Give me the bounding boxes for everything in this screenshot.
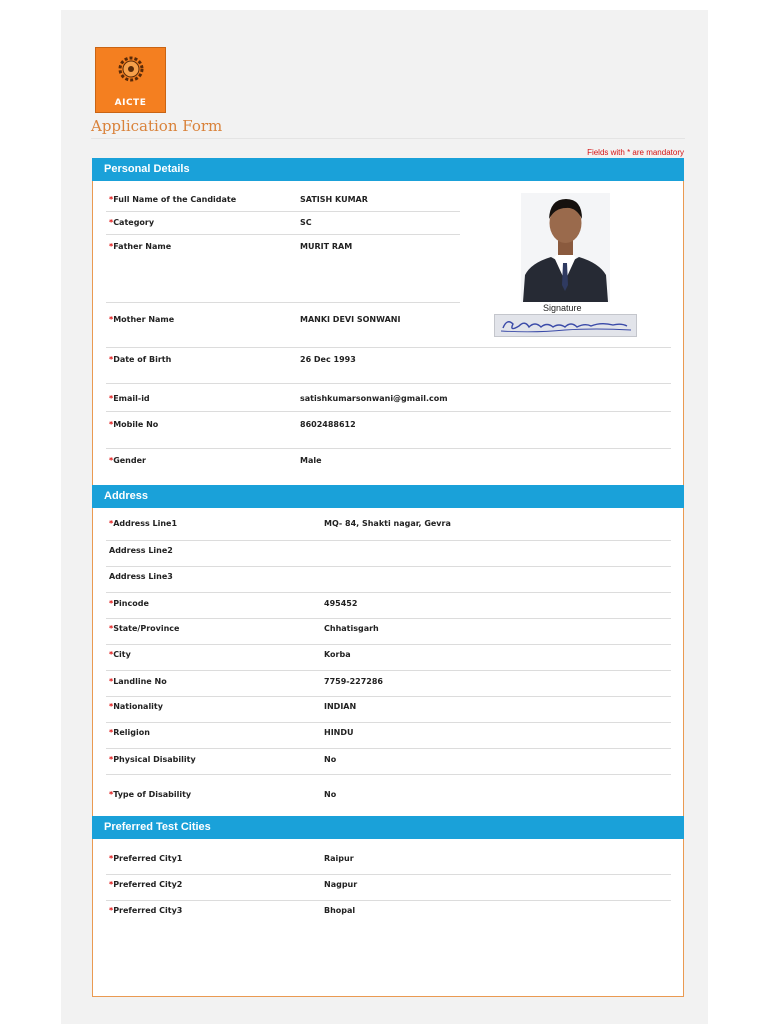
row-divider	[106, 618, 671, 619]
row-divider	[106, 722, 671, 723]
row-divider	[106, 670, 671, 671]
required-marker: *	[109, 599, 114, 608]
row-divider	[106, 748, 671, 749]
row-divider	[106, 383, 671, 384]
field-value-full-name: SATISH KUMAR	[300, 195, 368, 204]
field-value-preferred-city1: Raipur	[324, 854, 354, 863]
field-label-preferred-city3: *Preferred City3	[109, 906, 183, 915]
field-label-address-line1: *Address Line1	[109, 519, 178, 528]
field-label-nationality: *Nationality	[109, 702, 163, 711]
field-label-father-name: *Father Name	[109, 242, 172, 251]
required-marker: *	[109, 790, 114, 799]
required-marker: *	[109, 702, 114, 711]
required-marker: *	[109, 650, 114, 659]
field-label-type-of-disability: *Type of Disability	[109, 790, 192, 799]
field-label-city: *City	[109, 650, 131, 659]
section-header-personal: Personal Details	[92, 158, 684, 181]
field-label-full-name: *Full Name of the Candidate	[109, 195, 237, 204]
required-marker: *	[109, 906, 114, 915]
field-label-landline: *Landline No	[109, 677, 167, 686]
required-marker: *	[109, 880, 114, 889]
field-value-dob: 26 Dec 1993	[300, 355, 356, 364]
required-marker: *	[109, 854, 114, 863]
row-divider	[106, 540, 671, 541]
field-label-religion: *Religion	[109, 728, 150, 737]
field-label-mother-name: *Mother Name	[109, 315, 175, 324]
required-marker: *	[109, 519, 114, 528]
section-header-address: Address	[92, 485, 684, 508]
field-value-address-line1: MQ- 84, Shakti nagar, Gevra	[324, 519, 451, 528]
field-value-mobile: 8602488612	[300, 420, 356, 429]
field-value-father-name: MURIT RAM	[300, 242, 353, 251]
field-value-physical-disability: No	[324, 755, 337, 764]
field-label-address-line2: Address Line2	[109, 546, 173, 555]
gear-emblem-icon	[116, 54, 146, 84]
field-label-preferred-city2: *Preferred City2	[109, 880, 183, 889]
candidate-photo	[521, 193, 610, 302]
mandatory-note: Fields with * are mandatory	[587, 148, 684, 157]
aicte-logo	[95, 47, 166, 113]
row-divider	[106, 347, 671, 348]
row-divider	[106, 211, 460, 212]
field-value-religion: HINDU	[324, 728, 354, 737]
field-label-gender: *Gender	[109, 456, 146, 465]
page-title: Application Form	[91, 117, 223, 135]
field-value-email: satishkumarsonwani@gmail.com	[300, 394, 448, 403]
required-marker: *	[109, 677, 114, 686]
field-label-state: *State/Province	[109, 624, 180, 633]
required-marker: *	[109, 355, 114, 364]
row-divider	[106, 566, 671, 567]
field-value-gender: Male	[300, 456, 322, 465]
title-divider	[91, 138, 685, 139]
field-label-email: *Email-id	[109, 394, 150, 403]
field-value-preferred-city2: Nagpur	[324, 880, 358, 889]
field-label-physical-disability: *Physical Disability	[109, 755, 196, 764]
required-marker: *	[109, 728, 114, 737]
signature-image	[494, 314, 637, 337]
row-divider	[106, 644, 671, 645]
row-divider	[106, 448, 671, 449]
field-label-pincode: *Pincode	[109, 599, 149, 608]
field-value-landline: 7759-227286	[324, 677, 383, 686]
row-divider	[106, 696, 671, 697]
row-divider	[106, 592, 671, 593]
field-label-mobile: *Mobile No	[109, 420, 159, 429]
row-divider	[106, 874, 671, 875]
section-header-preferred-cities: Preferred Test Cities	[92, 816, 684, 839]
required-marker: *	[109, 456, 114, 465]
field-value-type-of-disability: No	[324, 790, 337, 799]
field-label-preferred-city1: *Preferred City1	[109, 854, 183, 863]
field-label-address-line3: Address Line3	[109, 572, 173, 581]
row-divider	[106, 411, 671, 412]
signature-label: Signature	[543, 303, 582, 313]
required-marker: *	[109, 394, 114, 403]
row-divider	[106, 302, 460, 303]
required-marker: *	[109, 195, 114, 204]
field-value-state: Chhatisgarh	[324, 624, 379, 633]
required-marker: *	[109, 420, 114, 429]
field-value-category: SC	[300, 218, 312, 227]
field-value-mother-name: MANKI DEVI SONWANI	[300, 315, 401, 324]
required-marker: *	[109, 755, 114, 764]
logo-text: AICTE	[114, 98, 147, 108]
required-marker: *	[109, 218, 114, 227]
field-value-city: Korba	[324, 650, 351, 659]
field-label-category: *Category	[109, 218, 155, 227]
required-marker: *	[109, 315, 114, 324]
required-marker: *	[109, 242, 114, 251]
field-value-nationality: INDIAN	[324, 702, 357, 711]
field-value-pincode: 495452	[324, 599, 358, 608]
required-marker: *	[109, 624, 114, 633]
field-value-preferred-city3: Bhopal	[324, 906, 356, 915]
row-divider	[106, 774, 671, 775]
field-label-dob: *Date of Birth	[109, 355, 172, 364]
row-divider	[106, 900, 671, 901]
row-divider	[106, 234, 460, 235]
